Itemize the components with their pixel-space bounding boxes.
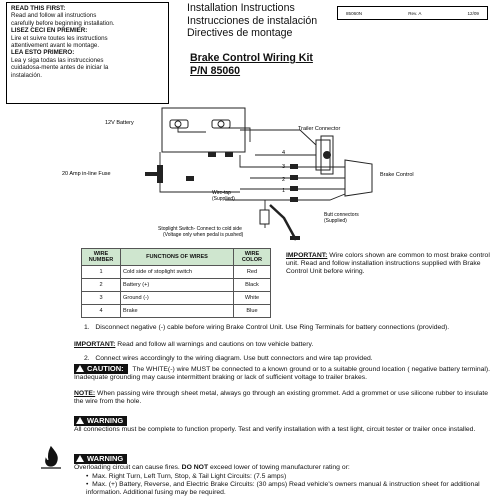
warning-badge: WARNING [74,454,127,464]
wire-number-cell: 3 [82,292,121,305]
butt-connector [290,197,298,202]
doc-revision: Rev. A [408,10,422,16]
table-header-row [82,249,271,266]
step-2-number: 2. [84,355,90,362]
wire-color-cell: Black [234,279,271,292]
list-item: • Max. (+) Battery, Reverse, and Electric Brake Circuits: (30 amps) Read vehicle's owners manual & instruction sheet for additional information. Additional fusing may be required. [86,481,480,497]
battery-to-trailer-wire [240,130,316,145]
note-block [74,390,494,407]
read-first-heading-es: LEA ESTO PRIMERO: [11,49,75,57]
kit-name: Brake Control Wiring Kit [190,52,313,64]
read-first-text-es-1: Lea y siga todas las instrucciones [11,56,104,64]
battery-ring-terminal [175,121,181,127]
warning-icon [76,417,84,424]
wire-number-cell: 4 [82,305,121,318]
read-first-text-en-2: carefully before beginning installation. [11,19,115,27]
read-first-heading-fr: LISEZ CECI EN PREMIER: [11,27,88,35]
table-row [82,266,271,279]
wire-number-4: 4 [282,150,286,156]
fuse-label: 20 Amp in-line Fuse [62,171,111,177]
butt-connectors-label-supplied: (Supplied) [324,218,347,224]
step-2-text: Connect wires accordingly to the wiring diagram. Use butt connectors and wire tap provided. [95,355,373,362]
header-wire-color: WIRE COLOR [234,249,271,266]
fire-hazard-icon [38,444,64,470]
warning-2-text-b: exceed lower of towing manufacturer rating or: [208,464,350,472]
trailer-connector-label: Trailer Connector [298,126,341,132]
brake-control-unit [345,160,372,196]
step-1-number: 1. [84,324,90,331]
stoplight-switch-note: (Voltage only when pedal is pushed) [163,232,244,238]
note-text: When passing wire through sheet metal, always go through an existing grommet. Add a grommet or use silicone rubber to insulate the wire from the hole. [74,390,489,406]
step-1-text: Disconnect negative (-) cable before wiring Brake Control Unit. Use Ring Terminals for battery connections (provided). [95,324,450,331]
wire-color-cell: White [234,292,271,305]
table-row [82,305,271,318]
butt-connector [225,152,233,157]
wire-number-cell: 2 [82,279,121,292]
step-1 [84,324,492,332]
wire-function-cell: Battery (+) [121,279,234,292]
warning-2-bullets [74,473,494,498]
wire-colors-note [286,252,491,275]
wire-color-cell: Red [234,266,271,279]
wire-number-3: 3 [282,164,286,170]
wire-number-1: 1 [282,188,286,194]
wire-colors-note-text: Wire colors shown are common to most brake control unit. Read and follow installation instructions supplied with Brake Control Unit before wiring. [286,252,490,275]
table-row [82,279,271,292]
butt-connector [290,175,298,180]
title-en: Installation Instructions [187,2,295,14]
stoplight-switch [260,210,269,224]
important-label: IMPORTANT: [74,341,116,348]
wire-1 [225,194,345,200]
battery-ring-terminal [218,121,224,127]
caution-badge: CAUTION: [74,364,128,374]
warning-block-1 [74,416,494,435]
warning-2-text-a: Overloading circuit can cause fires. [74,464,182,472]
brake-pedal-arm [270,205,296,240]
read-first-text-en-1: Read and follow all instructions [11,12,97,20]
wire-number-cell: 1 [82,266,121,279]
wire-tap-label-supplied: (Supplied) [212,196,235,202]
table-row [82,292,271,305]
butt-connector [290,164,298,169]
battery-body [162,108,245,152]
read-first-text-fr-1: Lire et suivre toutes les instructions [11,34,108,42]
doc-date: 12/09 [467,10,479,16]
important-battery-text: Read and follow all warnings and cautions on tow vehicle battery. [115,341,314,348]
butt-connector [208,152,216,157]
brake-control-label: Brake Control [380,172,414,178]
warning-icon [76,455,84,462]
step-2 [84,355,492,363]
read-first-text-es-2: cuidadosa-mente antes de iniciar la [11,64,109,72]
kit-part-number: P/N 85060 [190,65,241,77]
warning-badge: WARNING [74,416,127,426]
read-first-text-fr-2: attentivement avant le montage. [11,42,100,50]
title-fr: Instrucciones de instalación [187,14,318,27]
important-label: IMPORTANT: [286,252,328,259]
wiring-diagram [0,0,500,245]
butt-connectors-label: Butt connectors [324,212,359,218]
wire-function-cell: Cold side of stoplight switch [121,266,234,279]
wire-tap-label: Wire-tap [212,190,231,196]
note-label: NOTE: [74,390,96,397]
warning-1-text: All connections must be complete to function properly. Test and verify installation with a test light, circuit tester or trailer once installed. [74,426,476,434]
wire-function-table [81,248,271,318]
read-first-text-es-3: instalación. [11,71,42,79]
title-es: Directives de montage [187,27,293,39]
fuse-holder [145,172,159,176]
caution-block [74,364,494,383]
header-wire-number: WIRE NUMBER [82,249,121,266]
brake-pedal-pad [290,236,300,240]
warning-block-2 [74,454,494,498]
caution-icon [76,365,84,372]
trailer-connector-socket [323,151,331,159]
doc-number: 85060N [346,10,363,16]
wire-function-cell: Ground (-) [121,292,234,305]
butt-connector [186,176,194,181]
wire-function-cell: Brake [121,305,234,318]
caution-text: The WHITE(-) wire MUST be connected to a known ground or to a suitable ground location ( negative battery terminal). Inadequate grounding may cause intermittent braking or lack of sufficient voltage to trailer brakes. [74,365,491,382]
wire-color-cell: Blue [234,305,271,318]
battery-label: 12V Battery [105,120,134,126]
header-functions: FUNCTIONS OF WIRES [121,249,234,266]
read-first-heading-en: READ THIS FIRST: [11,5,66,12]
warning-2-do-not: DO NOT [181,464,209,472]
wire-number-2: 2 [282,177,286,183]
important-battery-note [74,341,492,349]
list-item: • Max. Right Turn, Left Turn, Stop, & Tail Light Circuits: (7.5 amps) [86,472,287,480]
stoplight-switch-label: Stoplight Switch- Connect to cold side [158,226,242,232]
butt-connector [290,186,298,191]
